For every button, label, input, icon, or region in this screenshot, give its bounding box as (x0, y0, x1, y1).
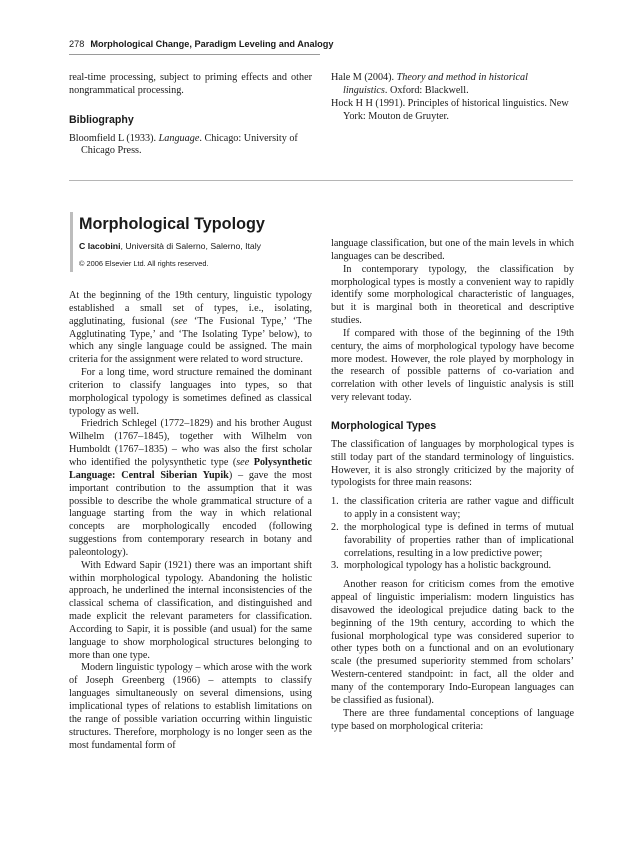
running-header (69, 39, 334, 49)
list-item: 2. the morphological type is defined in terms of mutual favorability of properties rather than of implicational correlations, resulting in a low predictive power; (331, 521, 574, 559)
article-author (79, 241, 319, 251)
paragraph-r5: Another reason for criticism comes from the emotive appeal of linguistic imperialism: modern linguistics has disavowed the ideological prejudice dating back to the beginning of the 19th century, according to which the fusional morphological type was considered superior to other types both on a functional and on an evolutionary scale (the presumed superiority stemmed from scholars’ Western-centered standpoint: in fact, all the older and many of the contemporary Indo-European languages can be classified as fusional). (331, 579, 574, 706)
criticism-list (331, 496, 574, 573)
article-title: Morphological Typology (79, 215, 265, 233)
main-right-column (331, 238, 574, 733)
paragraph-1: At the beginning of the 19th century, linguistic typology established a small set of types, i.e., isolating, agglutinating, fusional (see ‘The Fusional Type,’ ‘The Agglutinating Type,’ and ‘The Isolating Type’ below), to which any single language could be assigned. The main criteria for the assignment were related to word structure. (69, 290, 312, 366)
bib-entry-hale: Hale M (2004). Theory and method in historical linguistics. Oxford: Blackwell. (331, 72, 528, 96)
continued-paragraph: real-time processing, subject to priming effects and other nongrammatical processing. (69, 72, 312, 96)
copyright-notice: © 2006 Elsevier Ltd. All rights reserved. (79, 259, 209, 268)
paragraph-3: Friedrich Schlegel (1772–1829) and his brother August Wilhelm (1767–1845), together with Wilhelm von Humboldt (1767–1835) – who was also the first scholar who identified the polysynthetic type (see Polysynthetic Language: Central Siberian Yupik) – gave the most important contribution to the assumption that it was possible to describe the whole grammatical structure of a language starting from the way in which relational concepts are morphologically encoded (following suggestions from contemporary research in botany and paleontology). (69, 418, 313, 558)
paragraph-r6: There are three fundamental conceptions of language type based on morphological criteria: (331, 707, 574, 732)
paragraph-5: Modern linguistic typology – which arose with the work of Joseph Greenberg (1966) – attempts to classify languages simultaneously on several dimensions, using implicational types of relations to establish limitations on the range of possible variation occurring within linguistic structures. Therefore, morphology is no longer seen as the most fundamental form of (69, 662, 312, 751)
top-left-column (69, 72, 312, 158)
main-left-column (69, 290, 312, 752)
section-heading-morphological-types: Morphological Types (331, 419, 437, 432)
paragraph-r3: If compared with those of the beginning of the 19th century, the aims of morphological typology have become more modest. However, the role played by morphology in the research of possible patterns of co-variation and correlation with other levels of linguistic analysis is still very relevant today. (331, 327, 574, 404)
author-name: C Iacobini (79, 241, 121, 251)
paragraph-r4: The classification of languages by morphological types is still today part of the standard terminology of linguistics. However, it is also strongly criticized by the majority of typologists for three main reasons: (331, 438, 574, 489)
list-item: 3. morphological typology has a holistic background. (331, 560, 552, 572)
bibliography-heading: Bibliography (69, 113, 134, 126)
top-right-column (331, 72, 574, 123)
section-divider (69, 180, 573, 181)
list-item: 1. the classification criteria are rather vague and difficult to apply in a consistent way; (331, 496, 574, 521)
bib-entry-hock: Hock H H (1991). Principles of historical linguistics. New York: Mouton de Gruyter. (331, 97, 569, 122)
author-affiliation: , Università di Salerno, Salerno, Italy (120, 241, 262, 251)
running-title: Morphological Change, Paradigm Leveling and Analogy (90, 39, 334, 49)
header-rule (69, 54, 320, 55)
paragraph-r1: language classification, but one of the main levels in which languages can be described. (331, 238, 574, 262)
paragraph-4: With Edward Sapir (1921) there was an important shift within morphological typology. Abandoning the holistic approach, he underlined the internal inconsistencies of the classical schema of classification, and distinguished and made explicit the relevant parameters for classification. According to Sapir, it is possible (and usual) for the same language to show morphological structures belonging to more than one type. (69, 559, 312, 661)
article-header (79, 215, 319, 268)
paragraph-2: For a long time, word structure remained the dominant criterion to classify languages into types, so that morphological typology is sometimes defined as classical typology as well. (69, 367, 312, 417)
cross-reference: Polysynthetic Language: Central Siberian Yupik (69, 456, 313, 481)
page-number: 278 (69, 39, 85, 49)
bib-entry-bloomfield: Bloomfield L (1933). Language. Chicago: University of Chicago Press. (69, 132, 298, 157)
title-accent-bar (70, 212, 73, 272)
paragraph-r2: In contemporary typology, the classification by morphological types is mostly a convenient way to rapidly identify some morphological characteristic of languages, but it is marginal both in theoretical and descriptive studies. (331, 263, 574, 327)
